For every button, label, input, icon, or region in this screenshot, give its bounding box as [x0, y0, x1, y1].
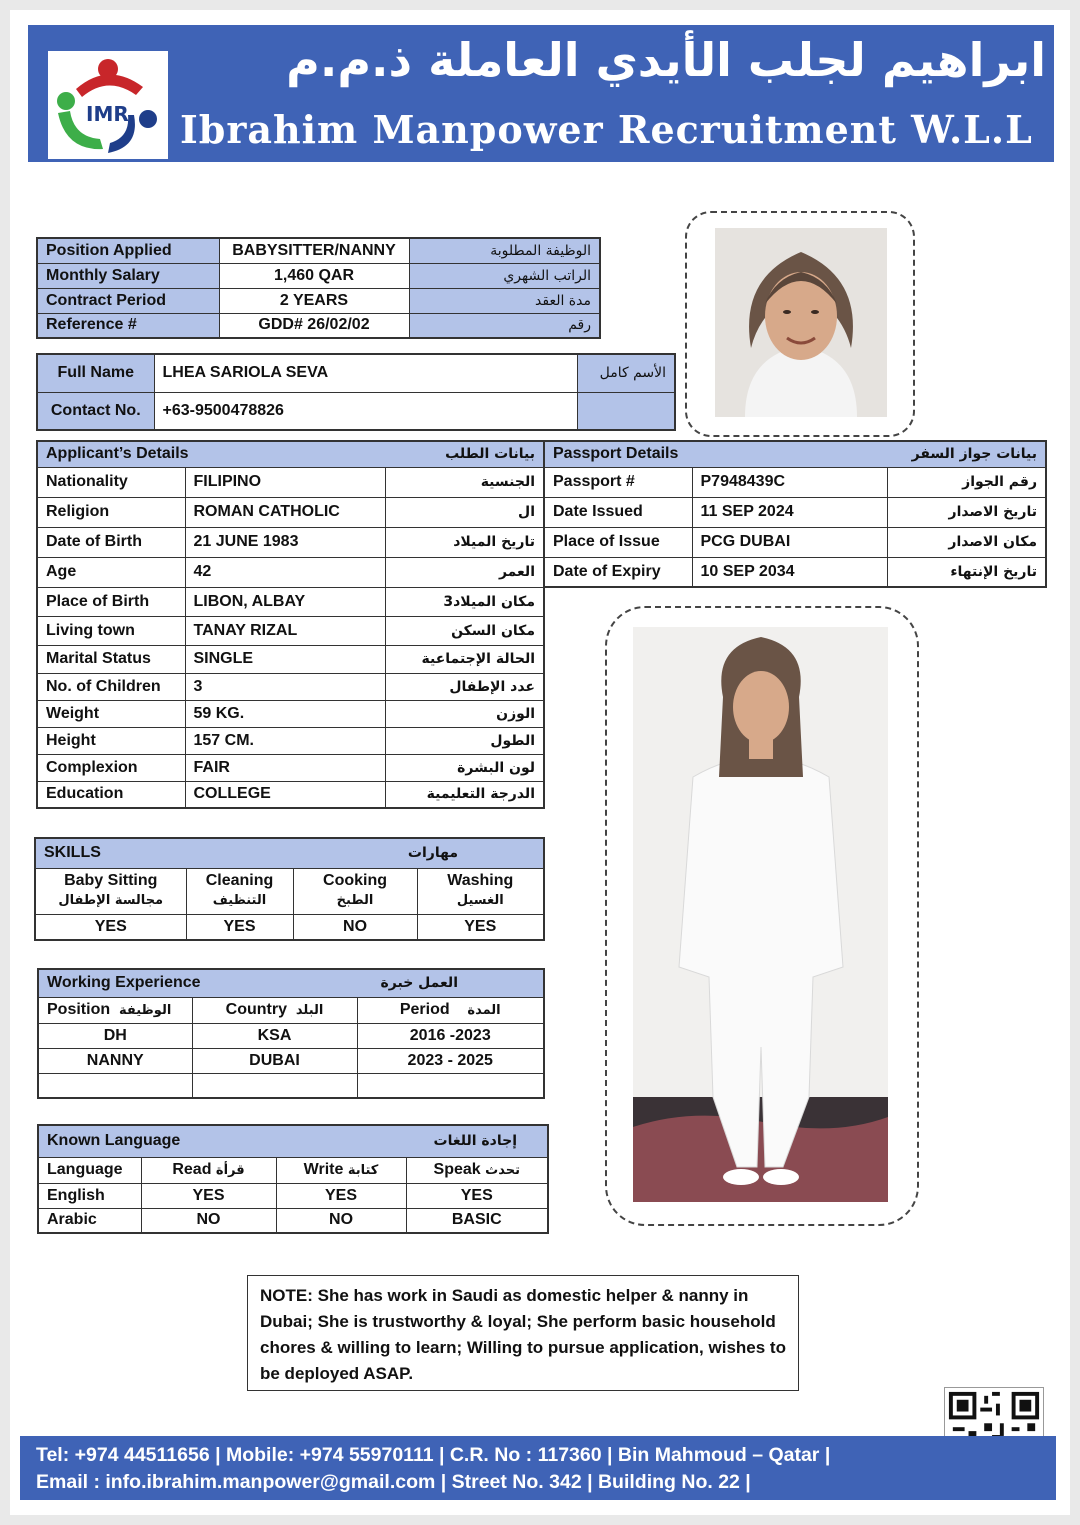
applicant-field-label: Complexion [37, 754, 185, 781]
known-language-table [37, 1124, 549, 1234]
applicant-field-label: Height [37, 727, 185, 754]
table-row [37, 700, 544, 727]
headshot-photo [715, 228, 887, 417]
applicant-title-ar: بيانات الطلب [385, 441, 544, 467]
applicant-field-label: Religion [37, 497, 185, 527]
experience-col-position [38, 997, 192, 1023]
skill-name: Baby Sitting [64, 872, 158, 889]
experience-empty-cell [357, 1073, 544, 1098]
passport-title: Passport Details [544, 441, 887, 467]
applicant-field-value: FILIPINO [185, 467, 385, 497]
experience-position: DH [38, 1023, 192, 1048]
applicant-field-label: No. of Children [37, 673, 185, 700]
contact-value: +63-9500478826 [154, 392, 577, 430]
applicant-field-label-ar: عدد الإطفال [385, 673, 544, 700]
language-read: YES [141, 1183, 276, 1208]
passport-title-ar: بيانات جواز السفر [887, 441, 1046, 467]
company-header [28, 25, 1054, 162]
passport-field-value: PCG DUBAI [692, 527, 887, 557]
experience-period: 2023 - 2025 [357, 1048, 544, 1073]
language-col-write [276, 1157, 406, 1183]
applicant-field-value: FAIR [185, 754, 385, 781]
applicant-field-label-ar: لون البشرة [385, 754, 544, 781]
table-row [37, 313, 600, 338]
experience-empty-cell [192, 1073, 357, 1098]
col-period-en: Period [399, 1001, 450, 1018]
table-row [38, 1023, 544, 1048]
language-write: YES [276, 1183, 406, 1208]
table-row [544, 557, 1046, 587]
table-row [544, 527, 1046, 557]
table-row [37, 263, 600, 288]
experience-title-ar: العمل خبرة [357, 969, 544, 997]
company-logo [48, 51, 168, 159]
language-speak: YES [406, 1183, 548, 1208]
applicant-field-label-ar: مكان الميلاد3 [385, 587, 544, 616]
footer-line-phone: Tel: +974 44511656 | Mobile: +974 55970111 | C.R. No : 117360 | Bin Mahmoud – Qatar | [36, 1444, 831, 1466]
applicant-field-value: 3 [185, 673, 385, 700]
job-field-label-ar: الراتب الشهري [409, 263, 600, 288]
skill-header-3 [293, 868, 417, 914]
skill-name: Washing [447, 872, 514, 889]
table-row [37, 616, 544, 645]
col-speak-en: Speak [433, 1161, 481, 1178]
table-row [37, 645, 544, 673]
applicant-field-value: ROMAN CATHOLIC [185, 497, 385, 527]
passport-field-label-ar: مكان الاصدار [887, 527, 1046, 557]
language-name: Arabic [38, 1208, 141, 1233]
job-field-value: BABYSITTER/NANNY [219, 238, 409, 263]
job-field-label-ar: رقم [409, 313, 600, 338]
job-field-label-ar: مدة العقد [409, 288, 600, 313]
col-position-ar: الوظيفة [119, 1003, 172, 1018]
col-write-en: Write [303, 1161, 344, 1178]
experience-empty-cell [38, 1073, 192, 1098]
experience-country: DUBAI [192, 1048, 357, 1073]
passport-field-label: Date Issued [544, 497, 692, 527]
language-col-speak [406, 1157, 548, 1183]
experience-country: KSA [192, 1023, 357, 1048]
passport-details-table [543, 440, 1047, 588]
applicant-field-label: Weight [37, 700, 185, 727]
skills-title-ar: مهارات [293, 838, 544, 868]
table-row [37, 527, 544, 557]
applicant-field-value: 157 CM. [185, 727, 385, 754]
language-title-ar: إجادة اللغات [276, 1125, 548, 1157]
applicant-field-label-ar: مكان السكن [385, 616, 544, 645]
skills-title: SKILLS [35, 838, 293, 868]
language-speak: BASIC [406, 1208, 548, 1233]
passport-field-value: 10 SEP 2034 [692, 557, 887, 587]
table-row [37, 238, 600, 263]
job-info-table [36, 237, 601, 339]
passport-field-label: Date of Expiry [544, 557, 692, 587]
applicant-title: Applicant’s Details [37, 441, 385, 467]
applicant-field-label: Living town [37, 616, 185, 645]
contact-label: Contact No. [37, 392, 154, 430]
footer-line-email: Email : info.ibrahim.manpower@gmail.com | Street No. 342 | Building No. 22 | [36, 1471, 751, 1493]
skill-name-ar: الطبخ [336, 893, 374, 908]
applicant-field-value: TANAY RIZAL [185, 616, 385, 645]
applicant-field-label: Age [37, 557, 185, 587]
applicant-field-label-ar: العمر [385, 557, 544, 587]
table-row [38, 1183, 548, 1208]
table-row [37, 288, 600, 313]
skill-value: NO [293, 914, 417, 940]
table-row [37, 727, 544, 754]
skill-name-ar: التنظيف [212, 893, 267, 908]
job-field-label-ar: الوظيفة المطلوبة [409, 238, 600, 263]
col-country-en: Country [225, 1001, 287, 1018]
skill-header-2 [186, 868, 293, 914]
applicant-field-label-ar: الدرجة التعليمية [385, 781, 544, 808]
full-name-label: Full Name [37, 354, 154, 392]
job-field-value: 2 YEARS [219, 288, 409, 313]
job-field-value: 1,460 QAR [219, 263, 409, 288]
header-title-english: Ibrahim Manpower Recruitment W.L.L [180, 107, 1033, 152]
col-speak-ar: تحدث [485, 1163, 520, 1178]
job-field-label: Contract Period [37, 288, 219, 313]
table-row [37, 673, 544, 700]
contact-footer [20, 1436, 1056, 1500]
passport-field-label-ar: تاريخ الاصدار [887, 497, 1046, 527]
applicant-field-label: Place of Birth [37, 587, 185, 616]
job-field-label: Monthly Salary [37, 263, 219, 288]
applicant-field-value: SINGLE [185, 645, 385, 673]
experience-period: 2016 -2023 [357, 1023, 544, 1048]
col-read-ar: قرأة [215, 1163, 245, 1178]
skill-name-ar: الغسيل [456, 893, 504, 908]
applicant-field-value: COLLEGE [185, 781, 385, 808]
job-field-label: Reference # [37, 313, 219, 338]
language-write: NO [276, 1208, 406, 1233]
language-col-language: Language [38, 1157, 141, 1183]
skill-header-4 [417, 868, 544, 914]
col-position-en: Position [47, 1001, 111, 1018]
language-name: English [38, 1183, 141, 1208]
skill-name-ar: مجالسة الإطفال [58, 893, 164, 908]
full-body-photo [633, 627, 888, 1202]
header-title-arabic: ابراهيم لجلب الأيدي العاملة ذ.م.م [286, 33, 1046, 87]
experience-col-period [357, 997, 544, 1023]
applicant-field-value: 59 KG. [185, 700, 385, 727]
passport-field-label: Place of Issue [544, 527, 692, 557]
table-row [37, 441, 544, 467]
contact-blank-cell [577, 392, 675, 430]
col-country-ar: البلد [295, 1003, 324, 1018]
passport-field-value: P7948439C [692, 467, 887, 497]
skill-name: Cleaning [205, 872, 274, 889]
skill-value: YES [417, 914, 544, 940]
language-read: NO [141, 1208, 276, 1233]
table-row [37, 587, 544, 616]
applicant-field-value: LIBON, ALBAY [185, 587, 385, 616]
table-row [37, 557, 544, 587]
skill-value: YES [186, 914, 293, 940]
skill-value: YES [35, 914, 186, 940]
applicant-field-label-ar: الحالة الإجتماعية [385, 645, 544, 673]
full-name-value: LHEA SARIOLA SEVA [154, 354, 577, 392]
col-read-en: Read [172, 1161, 212, 1178]
col-write-ar: كتابة [347, 1163, 379, 1178]
table-row [37, 497, 544, 527]
table-row [544, 441, 1046, 467]
skills-table [34, 837, 545, 941]
applicant-field-label: Marital Status [37, 645, 185, 673]
logo-text: IMR [86, 102, 129, 126]
full-name-label-ar: الأسم كامل [577, 354, 675, 392]
experience-position: NANNY [38, 1048, 192, 1073]
table-row [544, 497, 1046, 527]
applicant-field-label-ar: الوزن [385, 700, 544, 727]
applicant-field-value: 21 JUNE 1983 [185, 527, 385, 557]
applicant-note: NOTE: She has work in Saudi as domestic helper & nanny in Dubai; She is trustworthy & loyal; She perform basic household chores & willing to learn; Willing to pursue application, wishes to be deployed ASAP. [247, 1275, 799, 1391]
applicant-field-label-ar: تاريخ الميلاد [385, 527, 544, 557]
table-row [37, 781, 544, 808]
col-period-ar: المدة [467, 1003, 501, 1018]
table-row [544, 467, 1046, 497]
skill-name: Cooking [323, 872, 388, 889]
language-title: Known Language [38, 1125, 276, 1157]
passport-field-label-ar: تاريخ الإنتهاء [887, 557, 1046, 587]
experience-title: Working Experience [38, 969, 357, 997]
passport-field-value: 11 SEP 2024 [692, 497, 887, 527]
applicant-field-label-ar: الجنسية [385, 467, 544, 497]
table-row [38, 1048, 544, 1073]
skill-header-1 [35, 868, 186, 914]
applicant-field-label: Nationality [37, 467, 185, 497]
applicant-field-value: 42 [185, 557, 385, 587]
language-col-read [141, 1157, 276, 1183]
job-field-value: GDD# 26/02/02 [219, 313, 409, 338]
identity-table [36, 353, 676, 431]
working-experience-table [37, 968, 545, 1099]
applicant-field-label-ar: الطول [385, 727, 544, 754]
applicant-details-table [36, 440, 545, 809]
passport-field-label: Passport # [544, 467, 692, 497]
applicant-field-label: Education [37, 781, 185, 808]
applicant-field-label: Date of Birth [37, 527, 185, 557]
passport-field-label-ar: رقم الجواز [887, 467, 1046, 497]
table-row [37, 754, 544, 781]
job-field-label: Position Applied [37, 238, 219, 263]
table-row [38, 1208, 548, 1233]
experience-col-country [192, 997, 357, 1023]
applicant-field-label-ar: ال [385, 497, 544, 527]
table-row [37, 467, 544, 497]
